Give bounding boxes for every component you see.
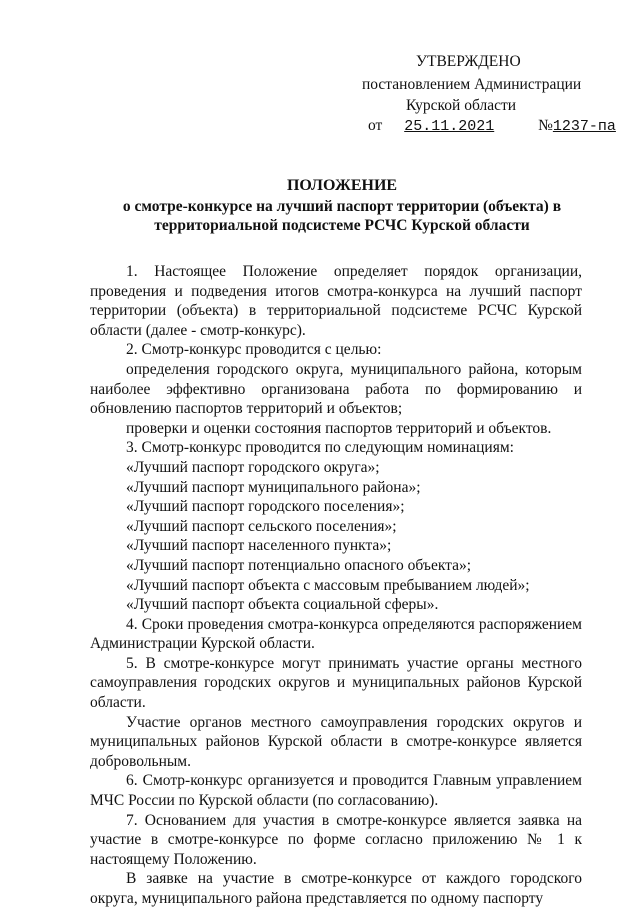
nomination-item: «Лучший паспорт городского поселения»; <box>126 498 405 516</box>
paragraph: 2. Смотр-конкурс проводится с целью: <box>126 341 382 359</box>
nomination-item: «Лучший паспорт сельского поселения»; <box>126 517 397 535</box>
paragraph: Участие органов местного самоуправления городских округов и муниципальных районов Курской области в смотре-конкурсе является добровольным. <box>90 713 582 770</box>
nomination-item: «Лучший паспорт городского округа»; <box>126 458 380 476</box>
paragraph: определения городского округа, муниципального района, которым наиболее эффективно организована работа по формированию и обновлению паспортов территорий и объектов; <box>90 360 582 418</box>
date-prefix: от <box>368 117 383 134</box>
paragraph: проверки и оценки состояния паспортов территорий и объектов. <box>126 419 552 437</box>
paragraph: 6. Смотр-конкурс организуется и проводится Главным управлением МЧС России по Курской области (по согласованию). <box>90 772 582 810</box>
nomination-item: «Лучший паспорт потенциально опасного объекта»; <box>126 556 472 574</box>
approval-date: 25.11.2021 <box>404 118 495 135</box>
title-main: ПОЛОЖЕНИЕ <box>286 177 398 194</box>
approval-number: 1237-па <box>552 118 616 135</box>
approval-line-2: Курской области <box>406 97 517 114</box>
paragraph: 3. Смотр-конкурс проводится по следующим номинациям: <box>126 439 514 457</box>
nomination-item: «Лучший паспорт населенного пункта»; <box>126 537 392 555</box>
paragraph: 7. Основанием для участия в смотре-конкурсе является заявка на участие в смотре-конкурсе по форме согласно приложению № 1 к настоящему Положению. <box>90 811 582 868</box>
paragraph: 5. В смотре-конкурсе могут принимать участие органы местного самоуправления городских округов и муниципальных районов Курской области. <box>90 654 582 712</box>
paragraph: 1. Настоящее Положение определяет порядок организации, проведения и подведения итогов смотра-конкурса на лучший паспорт территории (объекта) в территориальной подсистеме РСЧС Курской области (далее - смотр-конкурс). <box>90 263 582 339</box>
document-title <box>92 176 592 235</box>
paragraph: 4. Сроки проведения смотра-конкурса определяются распоряжением Администрации Курской области. <box>90 615 582 653</box>
document-body <box>90 262 582 909</box>
approved-heading: УТВЕРЖДЕНО <box>416 53 521 70</box>
nomination-item: «Лучший паспорт объекта с массовым пребыванием людей»; <box>126 576 530 594</box>
approval-line-1: постановлением Администрации <box>362 76 582 93</box>
title-sub-1: о смотре-конкурсе на лучший паспорт территории (объекта) в <box>122 198 562 215</box>
paragraph: В заявке на участие в смотре-конкурсе от каждого городского округа, муниципального района представляется по одному паспорту <box>90 870 582 907</box>
title-sub-2: территориальной подсистеме РСЧС Курской области <box>154 217 530 234</box>
number-prefix: № <box>538 117 553 134</box>
nomination-item: «Лучший паспорт муниципального района»; <box>126 478 421 496</box>
approval-date-line <box>368 116 616 137</box>
nomination-item: «Лучший паспорт объекта социальной сферы». <box>126 596 439 614</box>
